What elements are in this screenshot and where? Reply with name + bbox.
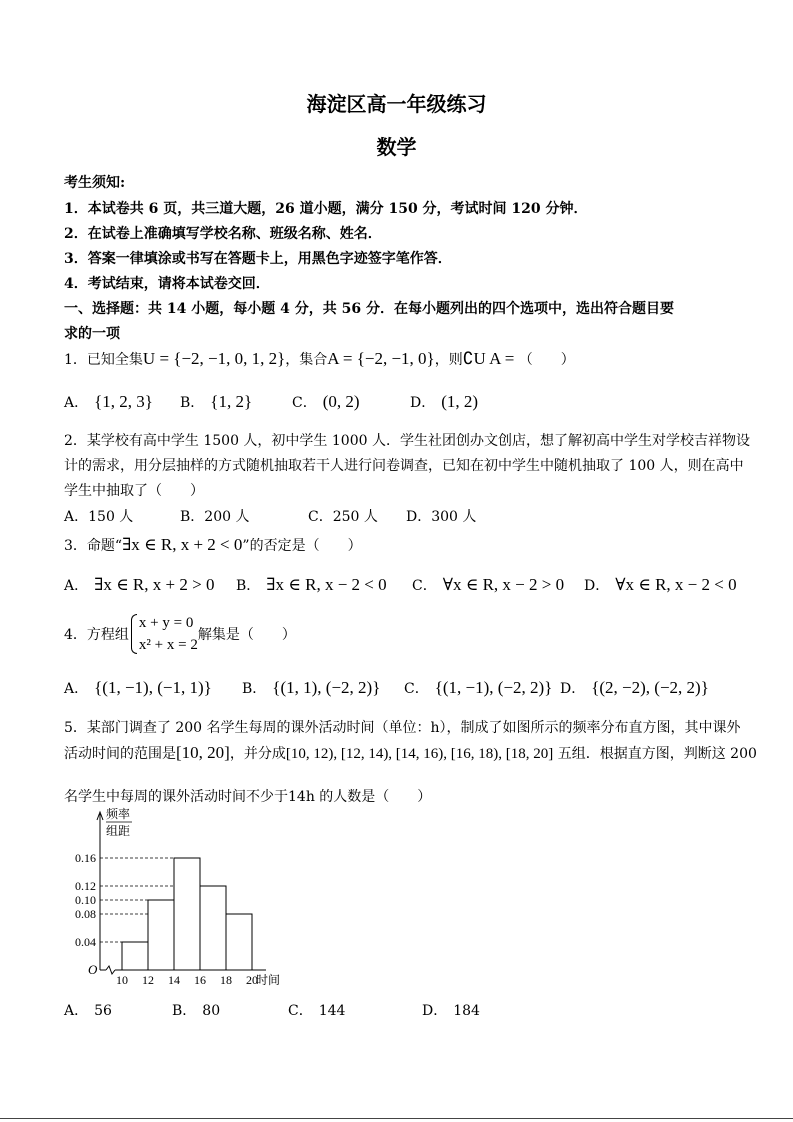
question-5-line: 5．某部门调查了 200 名学生每周的课外活动时间（单位：h），制成了如图所示的频率分布直方图，其中课外	[64, 720, 741, 736]
option-a[interactable]: A．150 人	[64, 509, 134, 525]
question-5-line: 活动时间的范围是[10, 20]，并分成[10, 12), [12, 14), [14, 16), [16, 18), [18, 20] 五组．根据直方图，判断这 200	[64, 743, 757, 762]
page-bottom-rule	[0, 1118, 793, 1119]
x-tick-label: 12	[142, 973, 154, 987]
histogram-bar	[122, 942, 148, 970]
question-5-line: 名学生中每周的课外活动时间不少于14h 的人数是（ ）	[64, 789, 432, 805]
frequency-histogram	[60, 806, 360, 996]
histogram-bar	[174, 858, 200, 970]
option-b[interactable]: B．200 人	[180, 509, 250, 525]
histogram-bar	[200, 886, 226, 970]
notice-item: 2．在试卷上准确填写学校名称、班级名称、姓名．	[64, 226, 382, 242]
option-a[interactable]: A． ∃x ∈ R, x + 2 > 0	[64, 575, 215, 594]
notice-item: 1．本试卷共 6 页，共三道大题，26 道小题，满分 150 分，考试时间 120 分钟．	[64, 201, 588, 217]
option-a[interactable]: A． {(1, −1), (−1, 1)}	[64, 678, 212, 697]
math-complement: ∁U A =	[462, 349, 515, 368]
exam-title: 海淀区高一年级练习	[306, 92, 487, 116]
option-c[interactable]: C． (0, 2)	[292, 392, 360, 411]
option-b[interactable]: B． {1, 2}	[180, 392, 253, 411]
notice-heading: 考生须知:	[64, 175, 126, 191]
option-b[interactable]: B． 80	[172, 1003, 221, 1019]
y-axis-label-top: 频率	[106, 807, 131, 821]
math-A: A = {−2, −1, 0}	[327, 349, 435, 368]
x-axis-label: 时间	[256, 973, 281, 987]
histogram-bar	[226, 914, 252, 970]
y-tick-label: 0.08	[75, 907, 96, 921]
option-c[interactable]: C． {(1, −1), (−2, 2)}	[404, 678, 553, 697]
section1-heading: 一、选择题：共 14 小题，每小题 4 分，共 56 分．在每小题列出的四个选项中，选出符合题目要	[64, 301, 674, 317]
math-range: [10, 20]	[176, 743, 230, 762]
option-d[interactable]: D．300 人	[406, 509, 477, 525]
option-c[interactable]: C．250 人	[308, 509, 378, 525]
y-axis-label-bottom: 组距	[106, 824, 131, 838]
notice-item: 3．答案一律填涂或书写在答题卡上，用黑色字迹签字笔作答．	[64, 251, 452, 267]
x-tick-label: 20	[246, 973, 258, 987]
option-a[interactable]: A． 56	[64, 1003, 112, 1019]
option-c[interactable]: C． 144	[288, 1003, 346, 1019]
notice-item: 4．考试结束，请将本试卷交回．	[64, 276, 270, 292]
option-a[interactable]: A． {1, 2, 3}	[64, 392, 153, 411]
question-2-line: 学生中抽取了（ ）	[64, 483, 204, 499]
question-1: 1．已知全集U = {−2, −1, 0, 1, 2}，集合A = {−2, −1, 0}，则∁U A = （ ）	[64, 349, 575, 368]
option-b[interactable]: B． ∃x ∈ R, x − 2 < 0	[236, 575, 387, 594]
math-proposition: ∃x ∈ R, x + 2 < 0	[122, 535, 243, 554]
origin-label: O	[88, 962, 98, 977]
histogram-bar	[148, 900, 174, 970]
question-3: 3．命题“∃x ∈ R, x + 2 < 0”的否定是（ ）	[64, 535, 362, 554]
option-d[interactable]: D． 184	[422, 1003, 480, 1019]
y-tick-label: 0.12	[75, 879, 96, 893]
question-4: 4．方程组 x + y = 0 x² + x = 2 解集是（ ）	[64, 612, 296, 656]
y-tick-label: 0.04	[75, 935, 96, 949]
option-d[interactable]: D． {(2, −2), (−2, 2)}	[560, 678, 709, 697]
x-tick-label: 18	[220, 973, 232, 987]
option-d[interactable]: D． (1, 2)	[410, 392, 479, 411]
equation-system: x + y = 0 x² + x = 2	[129, 612, 198, 656]
question-2-line: 2．某学校有高中学生 1500 人，初中学生 1000 人．学生社团创办文创店，想了解初高中学生对学校吉祥物设	[64, 433, 750, 449]
x-tick-label: 14	[168, 973, 180, 987]
y-tick-label: 0.10	[75, 893, 96, 907]
y-tick-label: 0.16	[75, 851, 96, 865]
math-U: U = {−2, −1, 0, 1, 2}	[142, 349, 286, 368]
exam-subject: 数学	[376, 135, 417, 159]
question-2-line: 计的需求，用分层抽样的方式随机抽取若干人进行问卷调查，已知在初中学生中随机抽取了 100 人，则在高中	[64, 458, 744, 474]
math-groups: [10, 12), [12, 14), [14, 16), [16, 18), [18, 20]	[285, 746, 554, 762]
option-d[interactable]: D． ∀x ∈ R, x − 2 < 0	[584, 575, 737, 594]
x-axis-break	[106, 966, 115, 974]
x-tick-label: 16	[194, 973, 206, 987]
option-c[interactable]: C． ∀x ∈ R, x − 2 > 0	[412, 575, 565, 594]
section1-heading-cont: 求的一项	[64, 326, 120, 342]
x-tick-label: 10	[116, 973, 128, 987]
option-b[interactable]: B． {(1, 1), (−2, 2)}	[242, 678, 381, 697]
